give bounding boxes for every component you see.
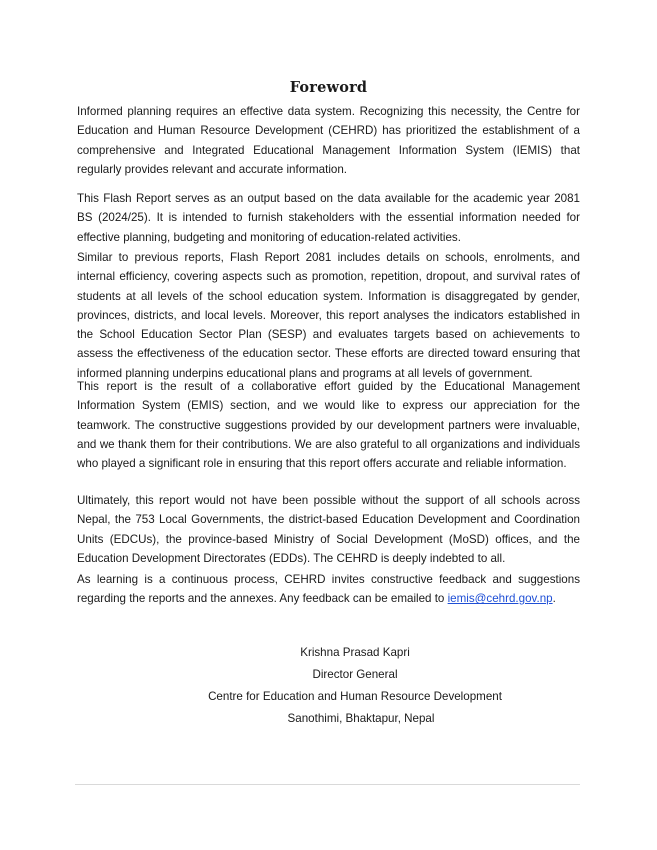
signatory-position: Director General [312, 668, 398, 681]
paragraph-support-thanks: Ultimately, this report would not have been possible without the support of all schools across Nepal, the 753 Local Governments, the district-based Education Development and Coordination Units (EDCUs), the province-based Ministry of Social Development (MoSD) offices, and the Education Development Directorates (EDDs). The CEHRD is deeply indebted to all. [77, 494, 580, 565]
feedback-text: As learning is a continuous process, CEHRD invites constructive feedback and suggestions regarding the reports and the annexes. Any feedback can be emailed to [77, 573, 580, 606]
paragraph-report-contents: Similar to previous reports, Flash Report 2081 includes details on schools, enrolments, and internal efficiency, covering aspects such as promotion, repetition, dropout, and survival rates of students at all levels of the school education system. Information is disaggregated by gender, provinces, districts, and local levels. Moreover, this report analyses the indicators established in the School Education Sector Plan (SESP) and evaluates targets based on achievements to assess the effectiveness of the education sector. These efforts are directed toward ensuring that informed planning underpins educational plans and programs at all levels of government. [77, 251, 580, 380]
signature-block [200, 642, 510, 730]
paragraph-flash-report-purpose: This Flash Report serves as an output based on the data available for the academic year 2081 BS (2024/25). It is intended to furnish stakeholders with the essential information needed for effective planning, budgeting and monitoring of education-related activities. [77, 192, 580, 244]
feedback-text-end: . [552, 592, 556, 606]
paragraph-feedback [77, 570, 580, 609]
signatory-organization: Centre for Education and Human Resource Development [208, 690, 502, 703]
paragraph-introduction: Informed planning requires an effective data system. Recognizing this necessity, the Centre for Education and Human Resource Development (CEHRD) has prioritized the establishment of a comprehensive and Integrated Educational Management Information System (IEMIS) that regularly provides relevant and accurate information. [77, 105, 580, 176]
page-title: Foreword [289, 79, 368, 96]
feedback-email-link[interactable]: iemis@cehrd.gov.np [447, 592, 553, 606]
footer-divider [75, 784, 580, 785]
signatory-address: Sanothimi, Bhaktapur, Nepal [287, 712, 435, 725]
paragraph-acknowledgement: This report is the result of a collaborative effort guided by the Educational Management Information System (EMIS) section, and we would like to express our appreciation for the teamwork. The constructive suggestions provided by our development partners were invaluable, and we thank them for their contributions. We are also grateful to all organizations and individuals who played a significant role in ensuring that this report offers accurate and reliable information. [77, 380, 580, 471]
signatory-name: Krishna Prasad Kapri [300, 646, 410, 659]
